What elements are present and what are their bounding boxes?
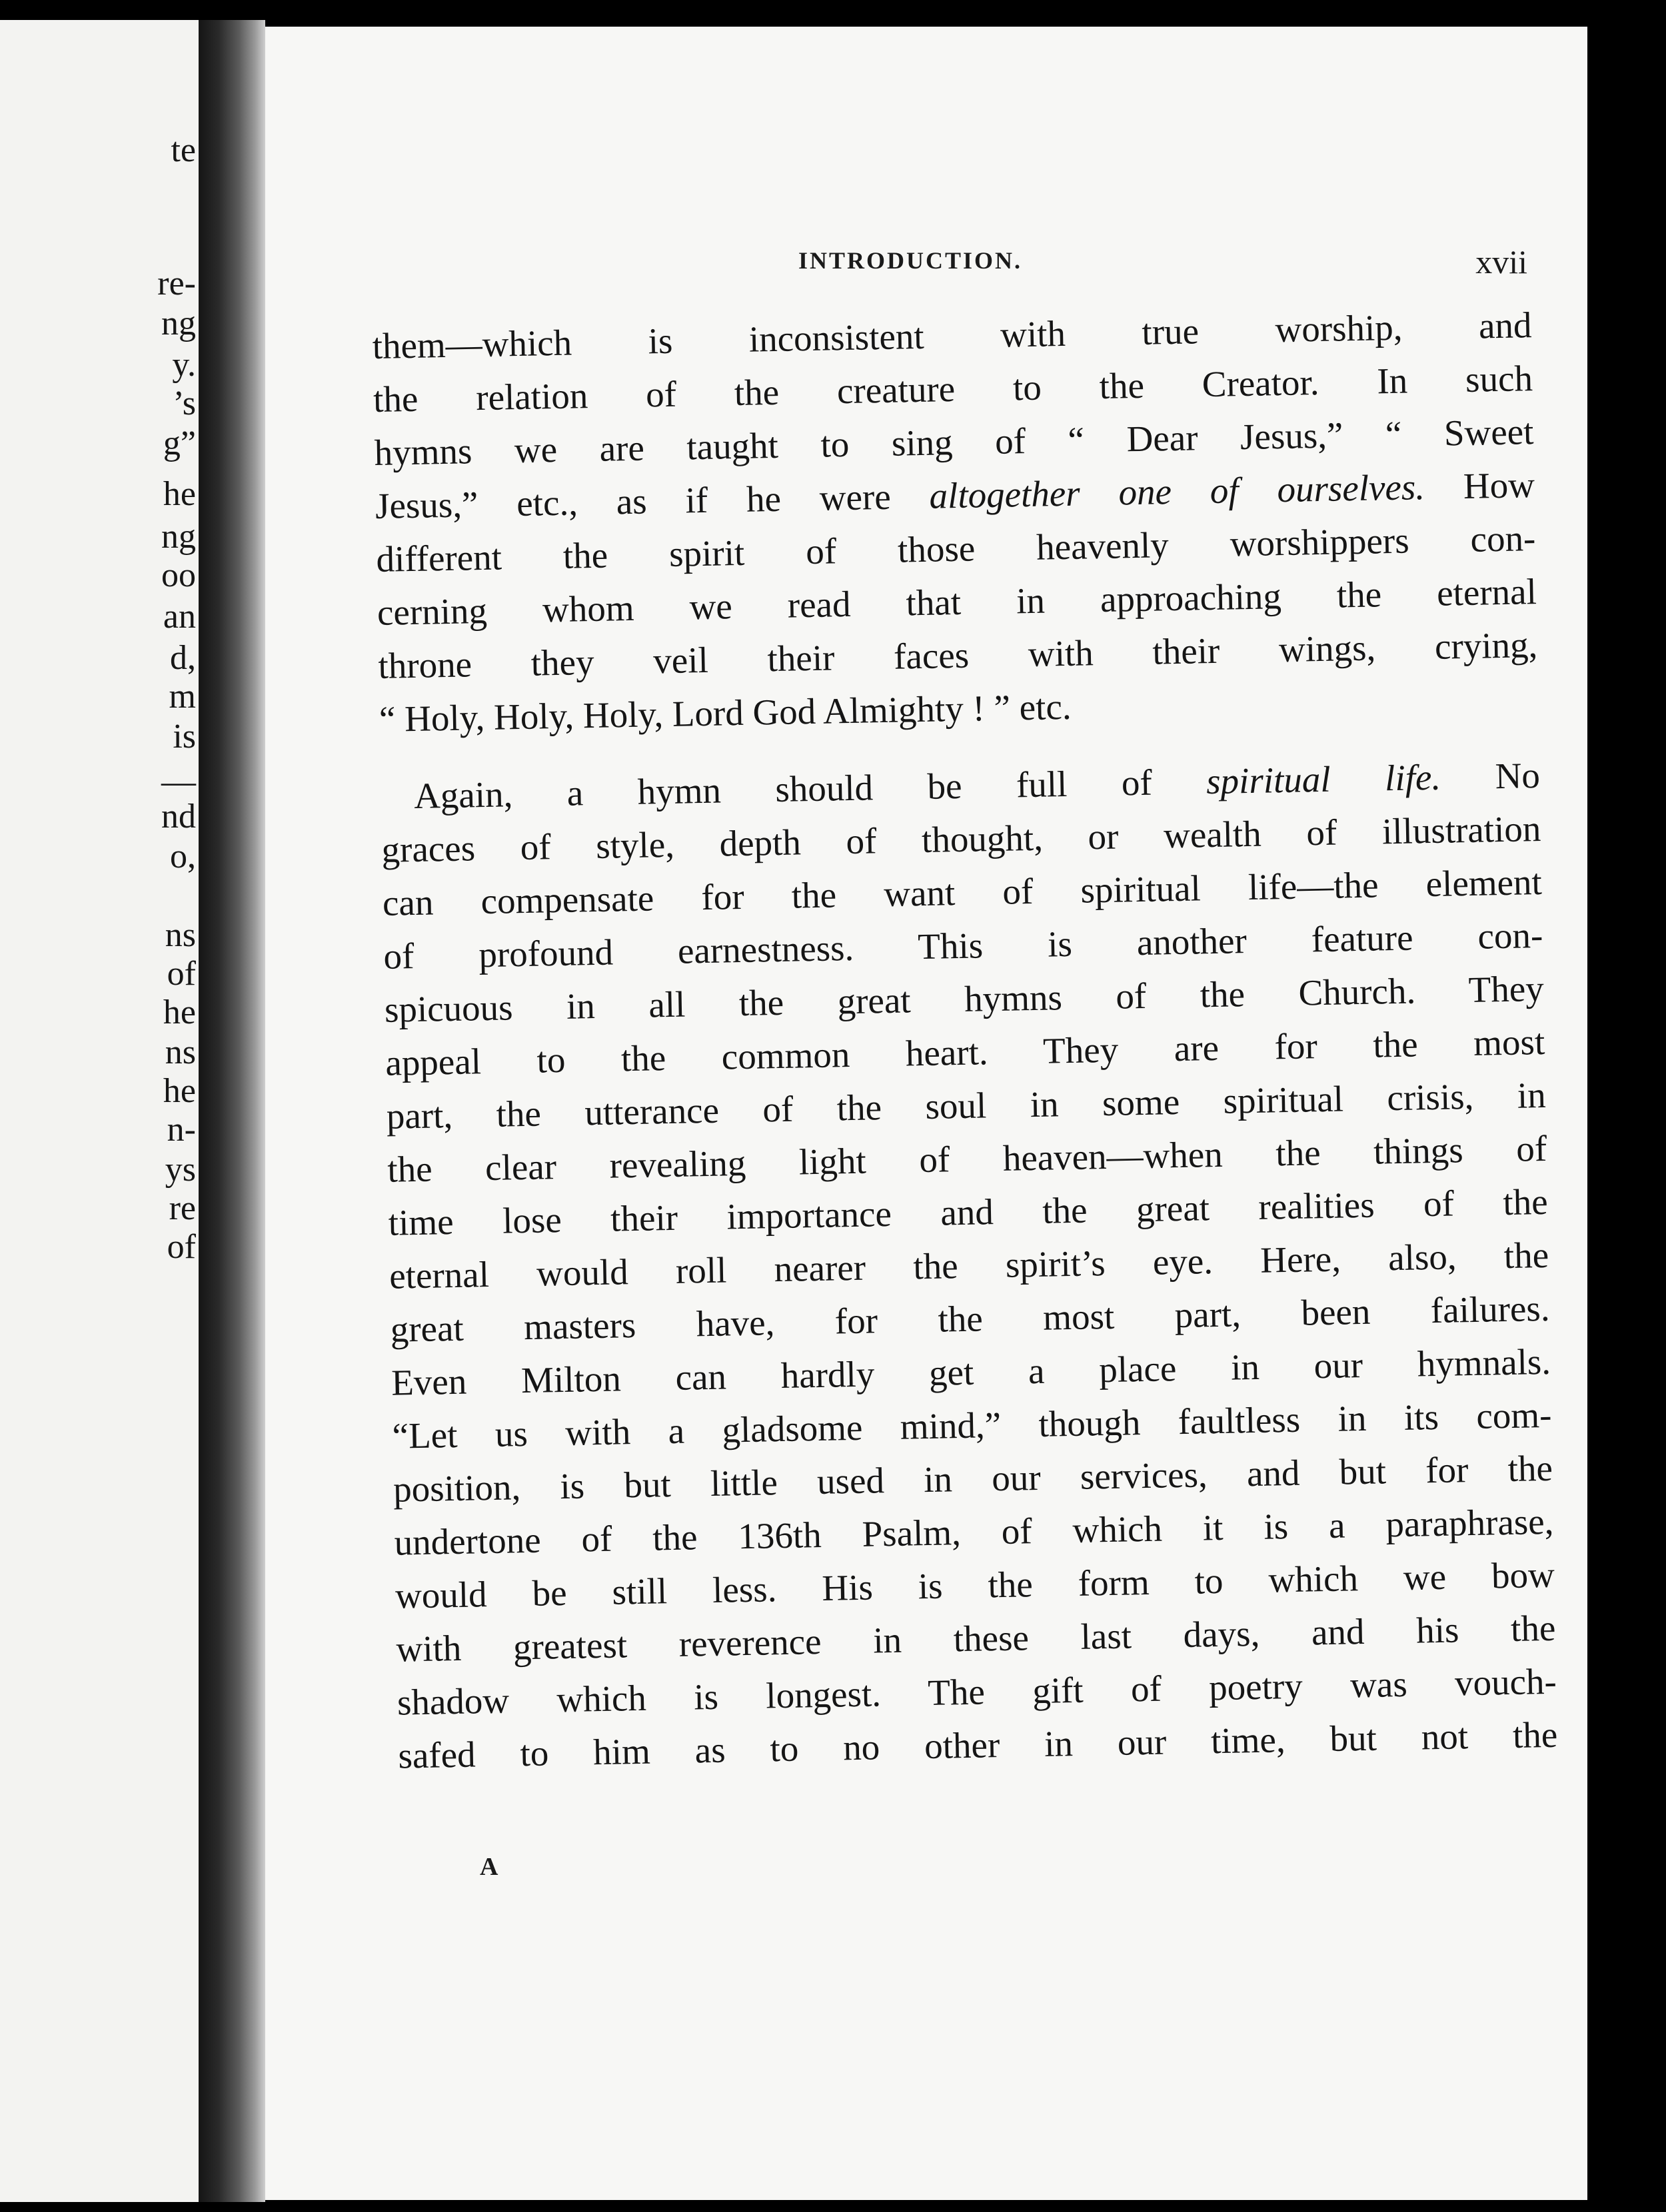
line-text: “Let us with a gladsome mind,” though faultless in its com- [392, 1394, 1552, 1456]
page-number: xvii [1475, 243, 1527, 280]
running-title: INTRODUCTION. [798, 247, 1023, 274]
line-text: Even Milton can hardly get a place in our hymnals. [391, 1341, 1551, 1403]
italic-phrase: spiritual life. [1206, 756, 1441, 802]
body-text [372, 298, 1558, 1783]
italic-phrase: altogether one of ourselves. [929, 466, 1425, 516]
previous-page-text-fragment: te [171, 131, 196, 169]
line-text: position, is but little used in our services, and but for the [393, 1447, 1553, 1510]
line-text: would be still less. His is the form to which we bow [395, 1554, 1555, 1616]
line-text: graces of style, depth of thought, or wealth of illustration [381, 808, 1541, 870]
line-text: spicuous in all the great hymns of the Church. They [384, 967, 1545, 1030]
line-text: safed to him as to no other in our time, but not the [397, 1714, 1558, 1776]
book-page [265, 27, 1587, 2200]
line-text: great masters have, for the most part, been failures. [390, 1287, 1551, 1350]
line-text: different the spirit of those heavenly worshippers con- [376, 518, 1536, 580]
previous-page-edge [0, 20, 199, 2202]
line-text: time lose their importance and the great realities of the [388, 1181, 1549, 1243]
signature-mark: A [480, 1853, 498, 1881]
line-text: hymns we are taught to sing of “ Dear Jesus,” “ Sweet [374, 411, 1534, 473]
line-text: shadow which is longest. The gift of poetry was vouch- [397, 1660, 1557, 1723]
line-text: How [1424, 464, 1535, 508]
previous-page-text-fragment: he [163, 1072, 196, 1110]
line-text: the relation of the creature to the Creator. In such [373, 358, 1533, 420]
book-gutter [199, 20, 265, 2202]
line-text: Again, a hymn should be full of [413, 761, 1207, 816]
previous-page-text-fragment: d, [170, 639, 196, 677]
previous-page-text-fragment: of [167, 955, 196, 993]
line-text: throne they veil their faces with their wings, crying, [377, 624, 1538, 686]
line-text: cerning whom we read that in approaching the eternal [377, 571, 1537, 633]
previous-page-text-fragment: ng [161, 304, 196, 342]
line-text: them—which is inconsistent with true worship, and [372, 304, 1532, 366]
previous-page-text-fragment: ys [165, 1151, 196, 1189]
previous-page-text-fragment: ’s [173, 384, 196, 422]
previous-page-text-fragment: re- [157, 265, 196, 302]
previous-page-text-fragment: n- [167, 1111, 196, 1149]
line-text: undertone of the 136th Psalm, of which it is a paraphrase, [394, 1500, 1554, 1563]
line-text: “ Holy, Holy, Holy, Lord God Almighty ! ” etc. [379, 686, 1072, 740]
previous-page-text-fragment: he [163, 475, 196, 513]
previous-page-text-fragment: g” [163, 424, 196, 462]
previous-page-text-fragment: m [169, 678, 196, 716]
previous-page-text-fragment: oo [161, 556, 196, 594]
line-text: of profound earnestness. This is another feature con- [383, 914, 1543, 977]
previous-page-text-fragment: ns [165, 1033, 196, 1071]
line-text: appeal to the common heart. They are for the most [385, 1021, 1545, 1083]
line-text: the clear revealing light of heaven—when the things of [387, 1127, 1547, 1190]
line-text: No [1440, 754, 1541, 798]
previous-page-text-fragment: y. [172, 346, 196, 384]
previous-page-text-fragment: — [161, 763, 196, 801]
previous-page-text-fragment: re [169, 1189, 196, 1227]
previous-page-text-fragment: ns [165, 916, 196, 954]
previous-page-text-fragment: an [163, 598, 196, 636]
previous-page-text-fragment: nd [161, 798, 196, 835]
line-text: part, the utterance of the soul in some spiritual crisis, in [386, 1074, 1547, 1137]
line-text: Jesus,” etc., as if he were [375, 475, 930, 526]
line-text: eternal would roll nearer the spirit’s eye. Here, also, the [389, 1234, 1549, 1297]
running-head [265, 243, 1587, 293]
previous-page-text-fragment: is [173, 718, 196, 756]
previous-page-text-fragment: he [163, 993, 196, 1031]
line-text: can compensate for the want of spiritual life—the element [382, 861, 1543, 923]
previous-page-text-fragment: ng [161, 518, 196, 556]
previous-page-text-fragment: o, [170, 837, 196, 875]
line-text: with greatest reverence in these last days, and his the [396, 1607, 1556, 1670]
previous-page-text-fragment: of [167, 1228, 196, 1266]
